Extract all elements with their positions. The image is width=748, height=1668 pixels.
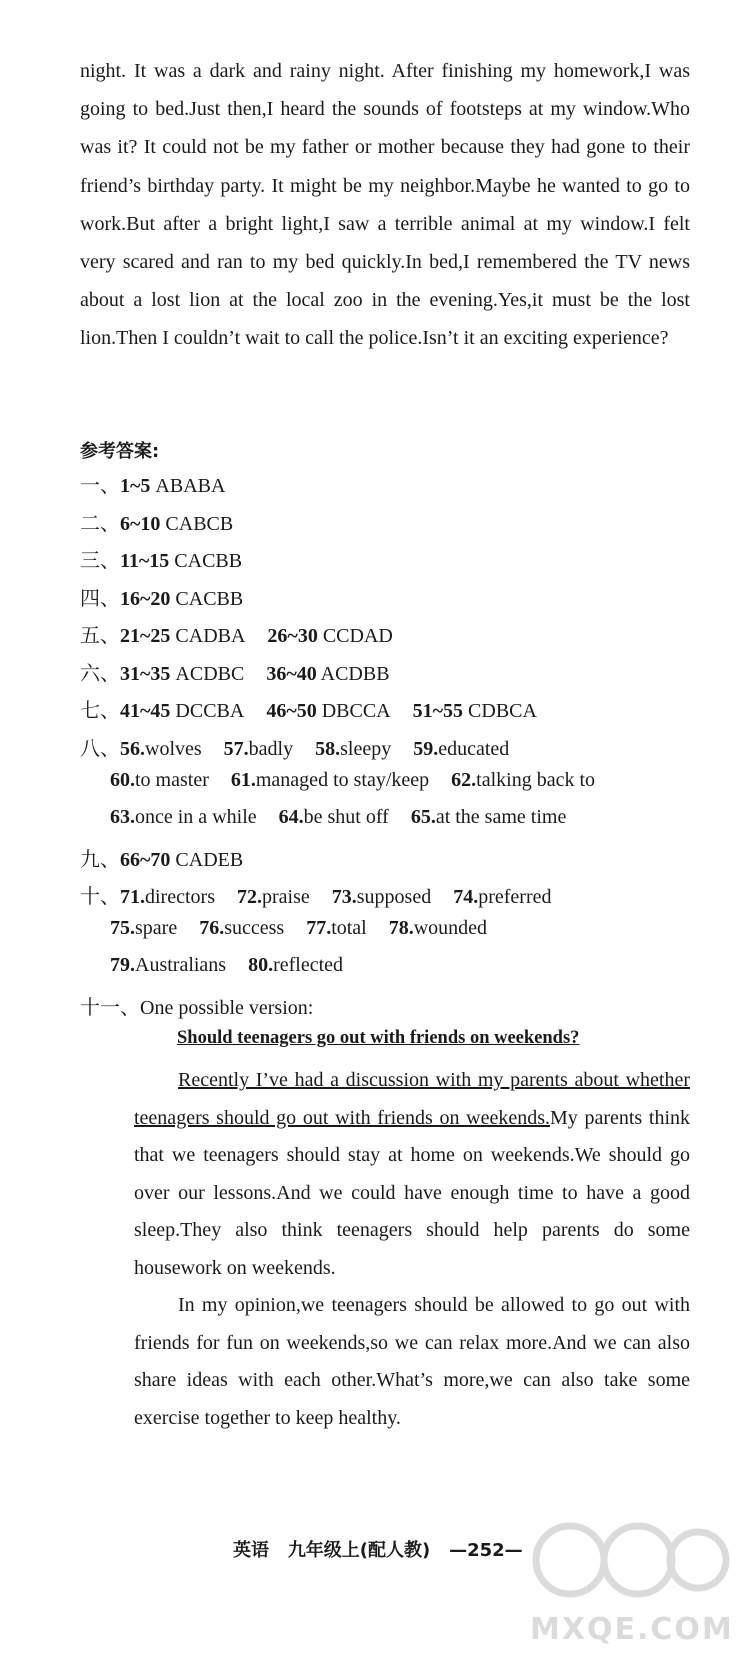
answer-line-8b (110, 769, 595, 792)
item-answer: once in a while (135, 806, 257, 828)
question-range: 1~5 (120, 475, 151, 497)
item-number: 79. (110, 954, 135, 976)
section-label: 一、 (80, 475, 120, 497)
section-label: 八、 (80, 738, 120, 760)
item-answer: be shut off (303, 806, 389, 828)
item-answer: educated (438, 738, 510, 760)
question-range: 16~20 (120, 588, 171, 610)
item-answer: at the same time (435, 806, 567, 828)
item-answer: preferred (478, 886, 552, 908)
answer-letters: CADEB (175, 849, 244, 871)
essay-title: Should teenagers go out with friends on weekends? (177, 1028, 580, 1048)
question-range: 31~35 (120, 663, 171, 685)
item-number: 80. (248, 954, 274, 976)
question-range: 66~70 (120, 849, 171, 871)
section-intro: One possible version: (140, 997, 314, 1019)
item-number: 74. (453, 886, 479, 908)
answer-line-8a (80, 732, 509, 761)
answer-letters: CACBB (175, 588, 244, 610)
item-answer: spare (135, 917, 178, 939)
item-number: 78. (388, 917, 414, 939)
item-answer: managed to stay/keep (255, 769, 430, 791)
essay-topic-sentence: Recently I’ve had a discussion with my parents about whether teenagers should go out with friends on weekends. (134, 1069, 690, 1129)
item-answer: badly (248, 738, 294, 760)
item-answer: to master (135, 769, 209, 791)
essay-paragraph-1 (134, 1062, 690, 1287)
item-number: 57. (223, 738, 249, 760)
answer-line-8c (110, 806, 566, 829)
answer-line-10a (80, 880, 551, 909)
item-number: 75. (110, 917, 135, 939)
footer-grade: 九年级上(配人教) (287, 1540, 431, 1561)
answer-letters: ABABA (155, 475, 226, 497)
item-number: 64. (278, 806, 304, 828)
item-number: 56. (120, 738, 145, 760)
item-answer: directors (145, 886, 215, 908)
question-range: 6~10 (120, 513, 161, 535)
item-number: 63. (110, 806, 135, 828)
answer-letters: ACDBC (175, 663, 245, 685)
watermark-text: MXQE.COM (530, 1612, 734, 1647)
answer-line-5 (80, 619, 393, 648)
answer-letters: CADBA (175, 625, 246, 647)
item-number: 62. (451, 769, 477, 791)
item-number: 77. (306, 917, 332, 939)
answer-line-9 (80, 843, 243, 872)
item-answer: wounded (413, 917, 488, 939)
section-label: 六、 (80, 663, 120, 685)
question-range: 36~40 (266, 663, 317, 685)
watermark-icon (530, 1500, 730, 1610)
answer-line-3 (80, 544, 242, 573)
answers-heading: 参考答案: (80, 441, 160, 462)
watermark-logo (530, 1500, 734, 1660)
model-essay (134, 1062, 690, 1437)
item-number: 71. (120, 886, 145, 908)
item-answer: Australians (135, 954, 227, 976)
item-number: 58. (315, 738, 341, 760)
passage-text: night. It was a dark and rainy night. After finishing my homework,I was going to bed.Just then,I heard the sounds of footsteps at my window.Who was it? It could not be my father or mother because they had gone to their friend’s birthday party. It might be my neighbor.Maybe he wanted to go to work.But after a bright light,I saw a terrible animal at my window.I felt very scared and ran to my bed quickly.In bed,I remembered the TV news about a lost lion at the local zoo in the evening.Yes,it must be the lost lion.Then I couldn’t wait to call the police.Isn’t it an exciting experience? (80, 60, 690, 350)
item-answer: praise (261, 886, 310, 908)
essay-paragraph-2: In my opinion,we teenagers should be allowed to go out with friends for fun on weekends,so we can relax more.And we can also share ideas with each other.What’s more,we can also take some exercise together to keep healthy. (134, 1294, 690, 1429)
item-answer: talking back to (476, 769, 596, 791)
answer-line-2 (80, 507, 233, 536)
item-number: 65. (410, 806, 436, 828)
section-label: 三、 (80, 550, 120, 572)
answer-letters: DCCBA (175, 700, 245, 722)
answer-line-1 (80, 469, 225, 498)
item-number: 60. (110, 769, 135, 791)
section-label: 九、 (80, 849, 120, 871)
answer-letters: ACDBB (320, 663, 390, 685)
answer-letters: CCDAD (322, 625, 393, 647)
item-answer: wolves (145, 738, 202, 760)
essay-paragraph-1-rest: My parents think that we teenagers should stay at home on weekends.We should go over our lessons.And we could have enough time to have a good sleep.They also think teenagers should help parents do some housework on weekends. (134, 1106, 690, 1279)
question-range: 46~50 (266, 700, 317, 722)
section-label: 二、 (80, 513, 120, 535)
item-number: 73. (331, 886, 357, 908)
item-answer: supposed (356, 886, 432, 908)
answer-line-6 (80, 657, 390, 686)
item-answer: success (224, 917, 285, 939)
answer-line-10c (110, 954, 343, 977)
section-label: 四、 (80, 588, 120, 610)
footer-subject: 英语 (233, 1540, 269, 1561)
footer-page-number: —252— (449, 1540, 523, 1561)
answer-line-11 (80, 991, 313, 1020)
item-number: 61. (230, 769, 256, 791)
answer-letters: CACBB (174, 550, 243, 572)
answer-letters: CABCB (165, 513, 234, 535)
item-number: 59. (413, 738, 439, 760)
answer-letters: DBCCA (321, 700, 391, 722)
item-answer: sleepy (340, 738, 392, 760)
item-answer: reflected (273, 954, 344, 976)
answer-letters: CDBCA (468, 700, 537, 722)
question-range: 11~15 (120, 550, 170, 572)
item-number: 72. (236, 886, 262, 908)
item-number: 76. (199, 917, 225, 939)
page-footer (233, 1536, 523, 1562)
answer-line-10b (110, 917, 487, 940)
section-label: 十、 (80, 886, 120, 908)
section-label: 十一、 (80, 997, 140, 1019)
question-range: 26~30 (267, 625, 318, 647)
question-range: 51~55 (412, 700, 464, 722)
answer-line-4 (80, 582, 243, 611)
question-range: 21~25 (120, 625, 171, 647)
question-range: 41~45 (120, 700, 171, 722)
reading-passage (80, 52, 690, 358)
section-label: 七、 (80, 700, 120, 722)
section-label: 五、 (80, 625, 120, 647)
item-answer: total (331, 917, 367, 939)
answer-line-7 (80, 694, 537, 723)
